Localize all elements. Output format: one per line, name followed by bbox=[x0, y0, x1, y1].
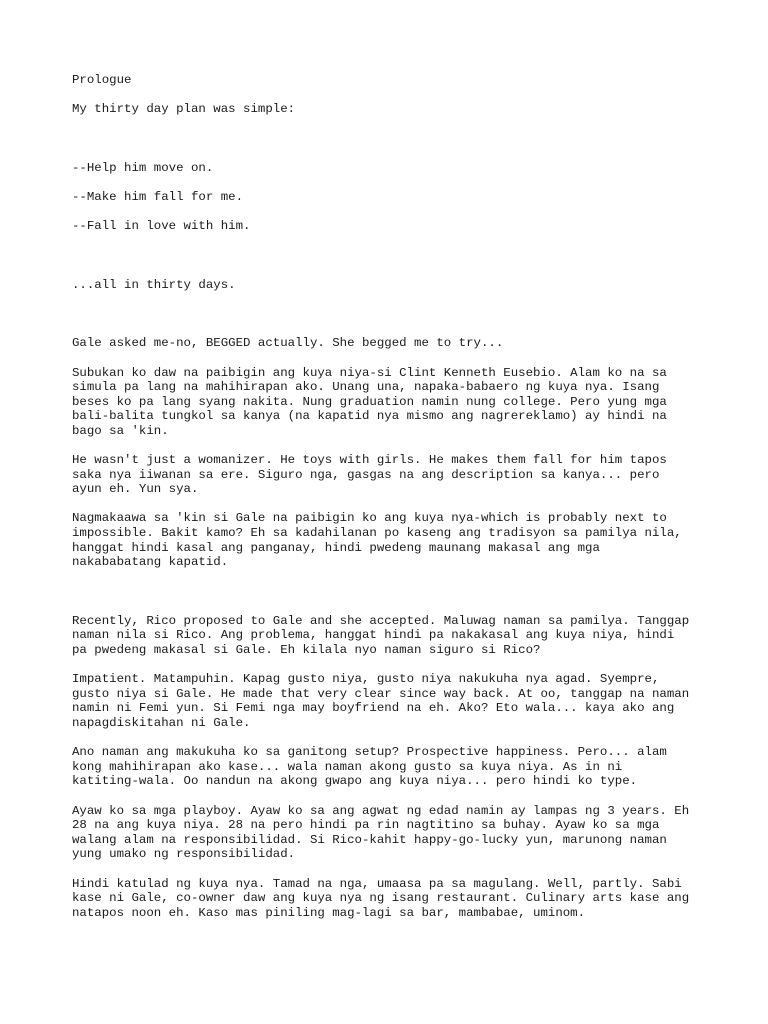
paragraph: Hindi katulad ng kuya nya. Tamad na nga, umaasa pa sa magulang. Well, partly. Sabi kase ni Gale, co-owner daw ang kuya nya ng isang restaurant. Culinary arts kase ang natapos noon eh. Kaso mas piniling mag-lagi sa bar, mambabae, uminom. bbox=[72, 876, 690, 920]
document-page bbox=[72, 73, 712, 920]
paragraph: Impatient. Matampuhin. Kapag gusto niya, gusto niya nakukuha nya agad. Syempre, gusto niya si Gale. He made that very clear since way back. At oo, tanggap na naman namin ni Femi yun. Si Femi nga may boyfriend na eh. Ako? Eto wala... kaya ako ang napagdiskitahan ni Gale. bbox=[72, 672, 690, 730]
paragraph: Recently, Rico proposed to Gale and she accepted. Maluwag naman sa pamilya. Tanggap naman nila si Rico. Ang problema, hanggat hindi pa nakakasal ang kuya niya, hindi pa pwedeng makasal si Gale. Eh kilala nyo naman siguro si Rico? bbox=[72, 613, 690, 658]
paragraph: Subukan ko daw na paibigin ang kuya niya-si Clint Kenneth Eusebio. Alam ko na sa simula pa lang na mahihirapan ako. Unang una, napaka-babaero ng kuya nya. Isang beses ko pa lang syang nakita. Nung graduation namin nung college. Pero yung mga bali-balita tungkol sa kanya (na kapatid nya mismo ang nagrereklamo) ay hindi na bago sa 'kin. bbox=[72, 365, 667, 438]
summary-line: ...all in thirty days. bbox=[72, 277, 236, 292]
paragraph: Ano naman ang makukuha ko sa ganitong setup? Prospective happiness. Pero... alam kong mahihirapan ako kase... wala naman akong gusto sa kuya niya. As in ni katiting-wala. Oo nandun na akong gwapo ang kuya niya... pero hindi ko type. bbox=[72, 745, 667, 789]
plan-item: --Help him move on. bbox=[72, 160, 214, 175]
paragraph: Ayaw ko sa mga playboy. Ayaw ko sa ang agwat ng edad namin ay lampas ng 3 years. Eh 28 na ang kuya niya. 28 na pero hindi pa rin nagtitino sa buhay. Ayaw ko sa mga walang alam na responsibilidad. Si Rico-kahit happy-go-lucky yun, marunong naman yung umako ng responsibilidad. bbox=[72, 803, 690, 862]
intro-line: My thirty day plan was simple: bbox=[72, 102, 296, 117]
paragraph: Nagmakaawa sa 'kin si Gale na paibigin ko ang kuya nya-which is probably next to impossible. Bakit kamo? Eh sa kadahilanan po kaseng ang tradisyon sa pamilya nila, hanggat hindi kasal ang panganay, hindi pwedeng maunang makasal ang mga nakababatang kapatid. bbox=[72, 511, 682, 570]
paragraph: He wasn't just a womanizer. He toys with girls. He makes them fall for him tapos saka nya iiwanan sa ere. Siguro nga, gasgas na ang description sa kanya... pero ayun eh. Yun sya. bbox=[72, 453, 667, 497]
plan-item: --Fall in love with him. bbox=[72, 219, 251, 234]
plan-item: --Make him fall for me. bbox=[72, 189, 244, 204]
paragraph: Gale asked me-no, BEGGED actually. She begged me to try... bbox=[72, 336, 504, 351]
chapter-heading: Prologue bbox=[72, 73, 132, 87]
